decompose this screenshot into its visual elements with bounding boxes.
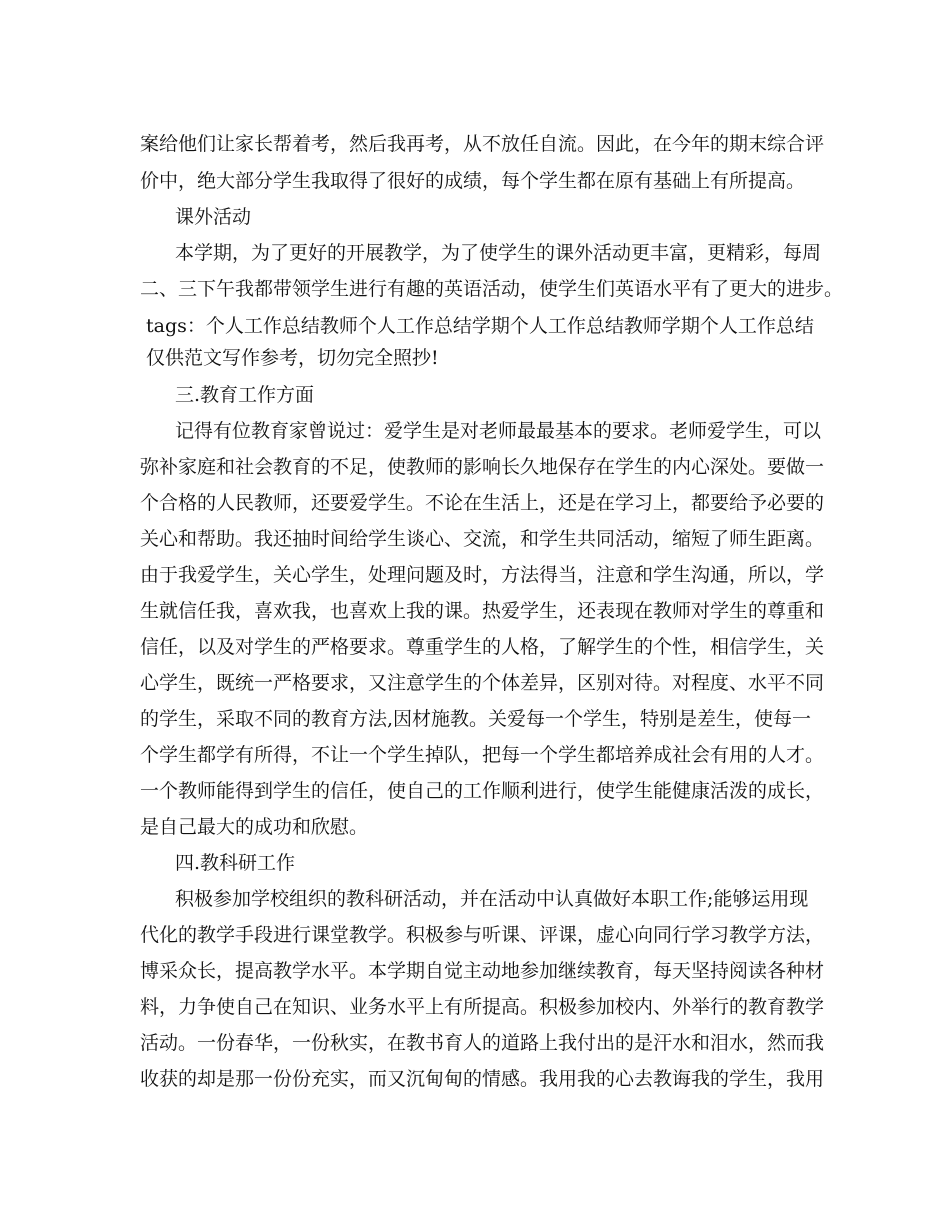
tags-line: tags：个人工作总结教师个人工作总结学期个人工作总结教师学期个人工作总结 bbox=[146, 315, 814, 337]
body-text-line: 一个教师能得到学生的信任，使自己的工作顺利进行，使学生能健康活泼的成长， bbox=[140, 780, 825, 802]
body-text-line: 是自己最大的成功和欣慰。 bbox=[140, 816, 369, 838]
body-text-line: 弥补家庭和社会教育的不足，使教师的影响长久地保存在学生的内心深处。要做一 bbox=[140, 456, 825, 478]
body-text-line: 活动。一份春华，一份秋实，在教书育人的道路上我付出的是汗水和泪水，然而我 bbox=[140, 1032, 825, 1054]
body-text-line: 价中，绝大部分学生我取得了很好的成绩，每个学生都在原有基础上有所提高。 bbox=[140, 170, 806, 192]
body-text-line: 收获的却是那一份份充实，而又沉甸甸的情感。我用我的心去教诲我的学生，我用 bbox=[140, 1068, 825, 1090]
body-text-line: 料，力争使自己在知识、业务水平上有所提高。积极参加校内、外举行的教育教学 bbox=[140, 996, 825, 1018]
body-text-line: 个合格的人民教师，还要爱学生。不论在生活上，还是在学习上，都要给予必要的 bbox=[140, 492, 825, 514]
body-text-line: 本学期，为了更好的开展教学，为了使学生的课外活动更丰富，更精彩，每周 bbox=[175, 242, 822, 264]
body-text-line: 案给他们让家长帮着考，然后我再考，从不放任自流。因此，在今年的期末综合评 bbox=[140, 133, 825, 155]
section-heading-research: 四.教科研工作 bbox=[175, 852, 296, 874]
body-text-line: 心学生，既统一严格要求，又注意学生的个体差异，区别对待。对程度、水平不同 bbox=[140, 672, 825, 694]
section-heading-education: 三.教育工作方面 bbox=[175, 384, 315, 406]
body-text-line: 代化的教学手段进行课堂教学。积极参与听课、评课，虚心向同行学习教学方法， bbox=[140, 924, 825, 946]
body-text-line: 积极参加学校组织的教科研活动，并在活动中认真做好本职工作;能够运用现 bbox=[175, 888, 809, 910]
body-text-line: 二、三下午我都带领学生进行有趣的英语活动，使学生们英语水平有了更大的进步。 bbox=[140, 278, 844, 300]
body-text-line: 博采众长，提高教学水平。本学期自觉主动地参加继续教育，每天坚持阅读各种材 bbox=[140, 960, 825, 982]
disclaimer-line: 仅供范文写作参考，切勿完全照抄! bbox=[146, 347, 439, 369]
body-text-line: 个学生都学有所得，不让一个学生掉队，把每一个学生都培养成社会有用的人才。 bbox=[140, 744, 825, 766]
body-text-line: 生就信任我，喜欢我，也喜欢上我的课。热爱学生，还表现在教师对学生的尊重和 bbox=[140, 600, 825, 622]
body-text-line: 的学生，采取不同的教育方法,因材施教。关爱每一个学生，特别是差生，使每一 bbox=[140, 708, 812, 730]
body-text-line: 由于我爱学生，关心学生，处理问题及时，方法得当，注意和学生沟通，所以，学 bbox=[140, 564, 825, 586]
body-text-line: 信任，以及对学生的严格要求。尊重学生的人格，了解学生的个性，相信学生，关 bbox=[140, 636, 825, 658]
body-text-line: 关心和帮助。我还抽时间给学生谈心、交流，和学生共同活动，缩短了师生距离。 bbox=[140, 528, 825, 550]
section-heading-extracurricular: 课外活动 bbox=[175, 206, 252, 228]
body-text-line: 记得有位教育家曾说过：爱学生是对老师最最基本的要求。老师爱学生，可以 bbox=[175, 420, 822, 442]
